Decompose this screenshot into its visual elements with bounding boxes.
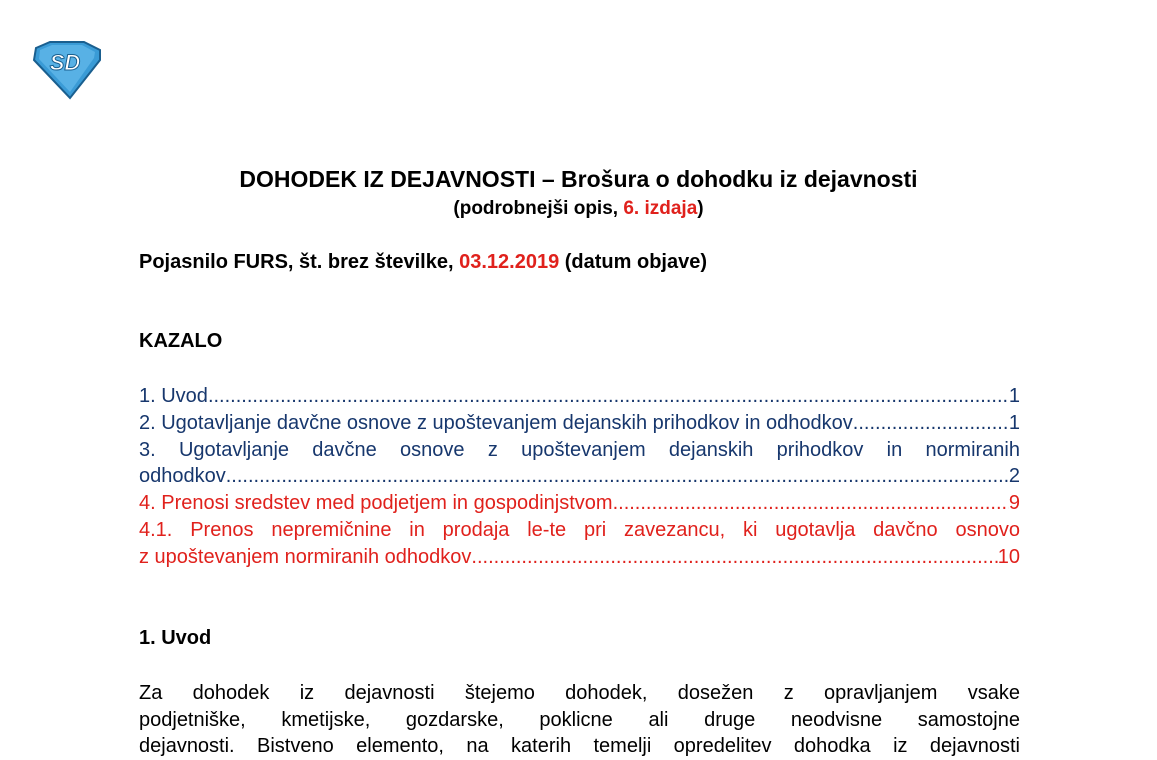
paragraph-line: dejavnosti. Bistveno elemento, na katerih temelji opredelitev dohodka iz dejavnosti — [139, 735, 1020, 757]
toc-item-label-cont: z upoštevanjem normiranih odhodkov — [139, 545, 472, 568]
publish-date: 03.12.2019 — [459, 251, 560, 273]
pojasnilo-line — [139, 251, 1020, 274]
section-heading-uvod: 1. Uvod — [139, 627, 212, 649]
toc-item-page: 10 — [997, 545, 1020, 568]
subtitle-prefix: (podrobnejši opis, — [453, 198, 624, 219]
toc-item-label: 3. Ugotavljanje davčne osnove z upoštevanjem dejanskih prihodkov in normiranih — [139, 438, 1020, 461]
sd-shield-logo-icon — [30, 40, 104, 100]
pojasnilo-prefix: Pojasnilo FURS, št. brez številke, — [139, 251, 460, 273]
toc-item-prenos-nepremicnine[interactable] — [139, 517, 1020, 571]
toc-item-label: 1. Uvod — [139, 385, 208, 407]
table-of-contents — [139, 383, 1020, 571]
toc-item-label: 2. Ugotavljanje davčne osnove z upoštevanjem dejanskih prihodkov in odhodkov — [139, 411, 853, 434]
logo-text: SD — [49, 50, 81, 75]
toc-item-normirani-odhodki[interactable] — [139, 437, 1020, 491]
subtitle-suffix: ) — [697, 198, 704, 219]
toc-item-page: 1 — [1008, 411, 1020, 434]
toc-item-page: 9 — [1008, 492, 1020, 515]
toc-item-dejanski-odhodki[interactable] — [139, 410, 1020, 437]
edition-label: 6. izdaja — [623, 198, 698, 219]
intro-paragraph — [139, 680, 1020, 760]
toc-item-prenosi-sredstev[interactable] — [139, 490, 1020, 517]
toc-item-uvod[interactable] — [139, 383, 1020, 410]
page-title: DOHODEK IZ DEJAVNOSTI – Brošura o dohodku iz dejavnosti — [239, 166, 918, 192]
paragraph-line: Za dohodek iz dejavnosti štejemo dohodek, dosežen z opravljanjem vsake — [139, 682, 1020, 704]
toc-item-label-cont: odhodkov — [139, 465, 226, 488]
toc-item-label: 4.1. Prenos nepremičnine in prodaja le-te pri zavezancu, ki ugotavlja davčno osnovo — [139, 518, 1020, 541]
paragraph-line: podjetniške, kmetijske, gozdarske, poklicne ali druge neodvisne samostojne — [139, 708, 1020, 731]
pojasnilo-suffix: (datum objave) — [559, 251, 708, 273]
page-subtitle — [0, 198, 1157, 220]
toc-item-page: 2 — [1008, 465, 1020, 488]
toc-item-label: 4. Prenosi sredstev med podjetjem in gospodinjstvom — [139, 492, 613, 515]
toc-heading: KAZALO — [139, 330, 223, 352]
toc-item-page: 1 — [1008, 385, 1020, 407]
